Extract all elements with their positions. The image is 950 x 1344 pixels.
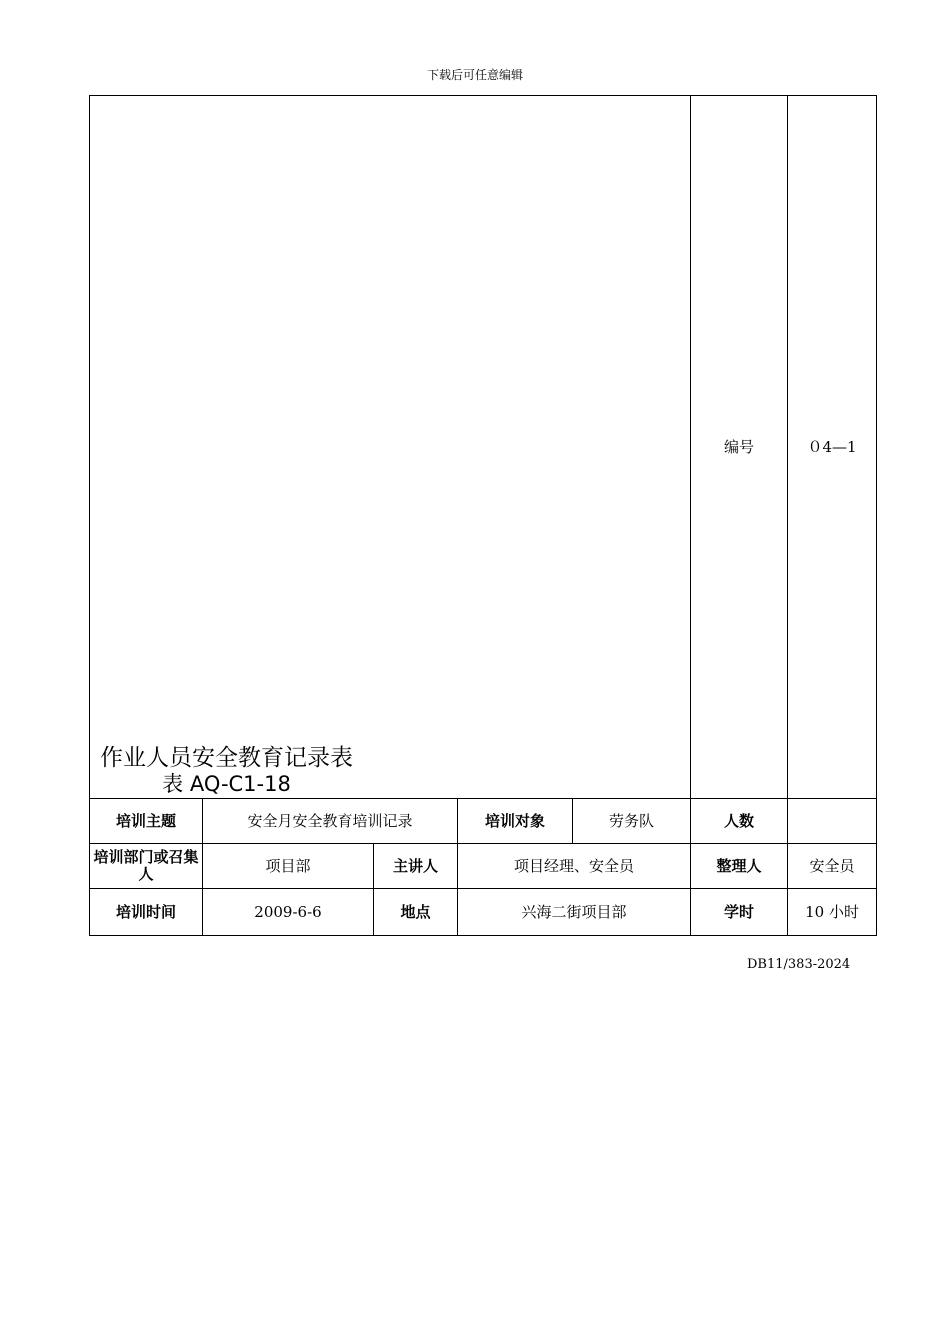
header-note: 下载后可任意编辑 xyxy=(426,68,523,82)
audience-label: 培训对象 xyxy=(458,799,573,844)
form-title: 作业人员安全教育记录表 xyxy=(100,745,353,771)
organizer-label: 整理人 xyxy=(691,844,788,889)
dept-label: 培训部门或召集人 xyxy=(90,844,203,889)
headcount-value xyxy=(788,799,877,844)
hours-value: 10 小时 xyxy=(788,889,877,936)
table-row xyxy=(90,844,877,889)
training-record-table xyxy=(89,95,877,936)
title-block xyxy=(100,745,353,796)
table-row xyxy=(90,889,877,936)
headcount-label: 人数 xyxy=(691,799,788,844)
dept-value: 项目部 xyxy=(203,844,374,889)
time-value: 2009-6-6 xyxy=(203,889,374,936)
speaker-value: 项目经理、安全员 xyxy=(458,844,691,889)
footer-code: DB11/383-2024 xyxy=(747,957,851,972)
topic-value: 安全月安全教育培训记录 xyxy=(203,799,458,844)
title-row xyxy=(90,96,877,799)
speaker-label: 主讲人 xyxy=(374,844,458,889)
organizer-value: 安全员 xyxy=(788,844,877,889)
number-label: 编号 xyxy=(691,96,788,799)
number-value: ０4—1 xyxy=(788,96,877,799)
hours-label: 学时 xyxy=(691,889,788,936)
time-label: 培训时间 xyxy=(90,889,203,936)
place-value: 兴海二街项目部 xyxy=(458,889,691,936)
audience-value: 劳务队 xyxy=(573,799,691,844)
topic-label: 培训主题 xyxy=(90,799,203,844)
form-code: 表 AQ-C1-18 xyxy=(162,772,291,796)
title-cell xyxy=(90,96,691,799)
place-label: 地点 xyxy=(374,889,458,936)
table-row xyxy=(90,799,877,844)
